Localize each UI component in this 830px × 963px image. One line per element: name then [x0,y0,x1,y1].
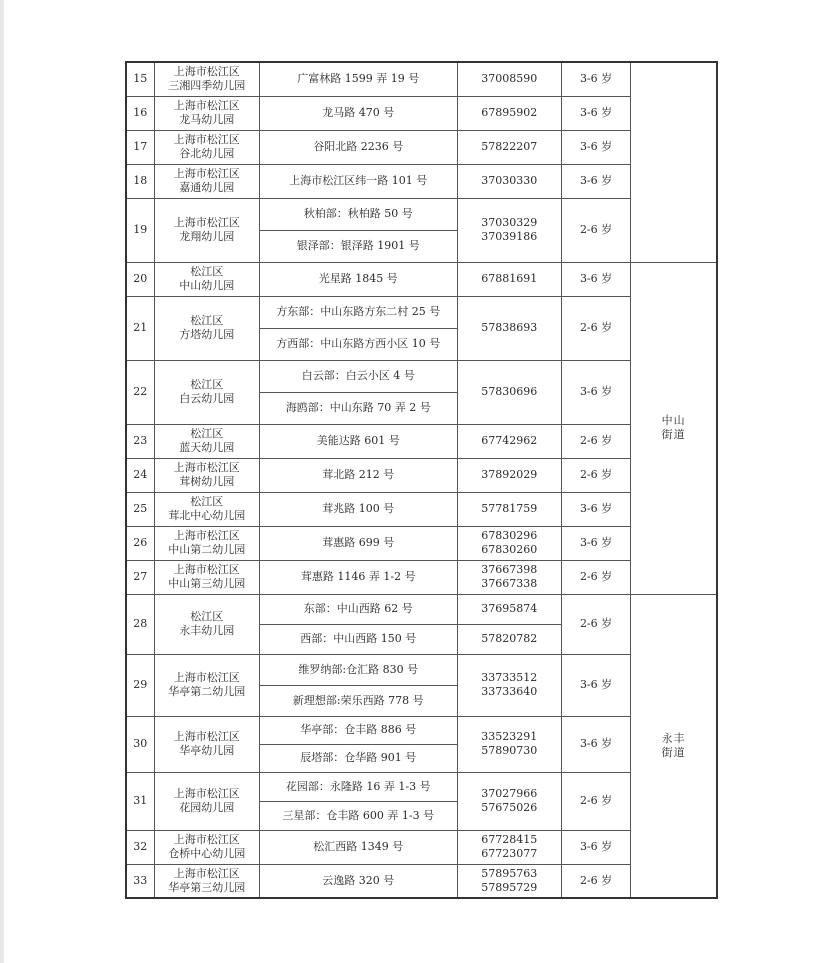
name-line: 上海市松江区 [173,866,240,880]
district-cell [631,62,717,262]
row-number-text: 18 [133,174,148,187]
address-text: 海鸥部：中山东路 70 弄 2 号 [285,401,431,414]
row-number-text: 24 [133,468,148,481]
name-line: 上海市松江区 [173,461,240,474]
phone-number: 57890730 [481,744,538,757]
age-range [561,62,630,96]
address [259,458,457,492]
age-range [561,654,630,716]
address-text: 光星路 1845 号 [318,272,398,285]
district-label: 永丰 [661,731,686,745]
age-text: 3-6 岁 [579,536,613,549]
name-line: 松江区 [190,314,224,327]
row-number [126,458,154,492]
address [259,360,457,392]
phone [457,424,561,458]
age-range [561,96,630,130]
address-text: 茸兆路 100 号 [322,502,395,515]
phone-number: 57895729 [481,880,538,894]
age-text: 3-6 岁 [579,502,613,515]
table-row [126,594,717,624]
age-text: 2-6 岁 [579,468,613,481]
address-text: 茸惠路 1146 弄 1-2 号 [300,570,416,583]
row-number [126,864,154,898]
table-row [126,772,717,801]
row-number-text: 26 [133,536,148,549]
address [259,801,457,830]
phone [457,716,561,772]
name-line: 华亭幼儿园 [179,744,235,757]
address [259,262,457,296]
address-text: 方东部：中山东路方东二村 25 号 [276,305,441,318]
phone [457,62,561,96]
phone-number: 33523291 [481,730,538,743]
phone-number: 33733640 [481,685,538,698]
phone-number: 57822207 [481,140,538,153]
age-text: 3-6 岁 [579,272,613,285]
kindergarten-name [154,560,259,594]
name-line: 蓝天幼儿园 [179,441,235,454]
phone-number: 37695874 [481,602,538,615]
kindergarten-name [154,424,259,458]
district-cell [631,262,717,594]
kindergarten-name [154,62,259,96]
row-number [126,360,154,424]
table-row [126,130,717,164]
address [259,830,457,864]
age-text: 2-6 岁 [579,321,613,334]
phone-number: 37039186 [481,230,538,243]
phone [457,296,561,360]
age-range [561,262,630,296]
name-line: 上海市松江区 [173,99,240,112]
age-text: 3-6 岁 [579,678,613,691]
row-number-text: 23 [133,434,148,447]
address-text: 西部：中山西路 150 号 [300,632,417,645]
address [259,392,457,424]
age-range [561,164,630,198]
name-line: 上海市松江区 [173,133,240,146]
phone [457,360,561,424]
age-text: 3-6 岁 [579,140,613,153]
table-row [126,360,717,392]
address-text: 银泽部：银泽路 1901 号 [296,239,420,252]
district-label: 中山 [661,414,686,427]
name-line: 松江区 [190,265,224,278]
age-range [561,716,630,772]
row-number [126,296,154,360]
phone [457,262,561,296]
kindergarten-name [154,296,259,360]
phone [457,164,561,198]
kindergarten-name [154,594,259,654]
row-number-text: 21 [133,321,148,334]
address [259,198,457,230]
phone-number: 57895763 [481,866,538,880]
kindergarten-name [154,526,259,560]
table-row [126,62,717,96]
address-text: 茸惠路 699 号 [322,536,395,549]
row-number [126,164,154,198]
row-number-text: 30 [133,737,148,750]
phone [457,130,561,164]
row-number-text: 29 [133,678,148,691]
address [259,130,457,164]
age-range [561,830,630,864]
phone [457,654,561,716]
kindergarten-name [154,458,259,492]
kindergarten-name [154,164,259,198]
age-text: 3-6 岁 [579,385,613,398]
phone [457,96,561,130]
table-row [126,96,717,130]
name-line: 松江区 [190,378,224,391]
kindergarten-name [154,262,259,296]
age-text: 2-6 岁 [579,873,613,887]
kindergarten-name [154,198,259,262]
row-number [126,198,154,262]
phone [457,198,561,262]
name-line: 中山第三幼儿园 [168,577,246,590]
phone-number: 67830296 [481,529,538,542]
address [259,744,457,772]
age-range [561,560,630,594]
address [259,492,457,526]
name-line: 上海市松江区 [173,167,240,180]
name-line: 茸北中心幼儿园 [168,509,246,522]
age-text: 2-6 岁 [579,794,613,807]
address-text: 维罗纳部:仓汇路 830 号 [298,662,419,676]
name-line: 三湘四季幼儿园 [168,79,246,93]
phone-number: 67881691 [481,272,538,285]
address [259,62,457,96]
phone [457,458,561,492]
table-row [126,458,717,492]
table-body [126,62,717,898]
address [259,328,457,360]
name-line: 龙翔幼儿园 [179,230,235,243]
name-line: 上海市松江区 [173,529,240,542]
name-line: 上海市松江区 [173,787,240,800]
age-range [561,492,630,526]
name-line: 仓桥中心幼儿园 [168,847,246,860]
name-line: 龙马幼儿园 [179,113,235,126]
age-range [561,458,630,492]
table-row [126,198,717,230]
age-range [561,296,630,360]
name-line: 上海市松江区 [173,671,240,684]
phone-number: 67830260 [481,543,538,556]
name-line: 花园幼儿园 [179,801,235,814]
phone-number: 37667398 [481,563,538,576]
address [259,230,457,262]
phone [457,624,561,654]
phone [457,560,561,594]
row-number [126,492,154,526]
phone [457,864,561,898]
table-row [126,262,717,296]
name-line: 中山第二幼儿园 [168,543,246,556]
row-number [126,594,154,654]
row-number-text: 16 [133,106,148,119]
address [259,772,457,801]
table-row [126,164,717,198]
row-number [126,654,154,716]
row-number [126,424,154,458]
table-row [126,560,717,594]
address [259,560,457,594]
phone-number: 57830696 [481,385,538,398]
kindergarten-name [154,716,259,772]
age-range [561,594,630,654]
row-number [126,96,154,130]
phone [457,594,561,624]
phone-number: 57838693 [481,321,538,334]
address-text: 美能达路 601 号 [316,434,400,447]
name-line: 松江区 [190,495,224,508]
name-line: 松江区 [190,427,224,440]
address-text: 秋柏部：秋柏路 50 号 [303,207,413,220]
row-number [126,262,154,296]
table-row [126,526,717,560]
address-text: 方西部：中山东路方西小区 10 号 [276,337,441,350]
kindergarten-name [154,830,259,864]
phone-number: 37027966 [481,787,538,800]
row-number [126,62,154,96]
phone-number: 67723077 [481,847,538,860]
age-text: 2-6 岁 [579,617,613,630]
address-text: 辰塔部：仓华路 901 号 [300,751,417,764]
address [259,624,457,654]
address-text: 华亭部：仓丰路 886 号 [300,723,417,736]
row-number [126,772,154,830]
address [259,164,457,198]
row-number [126,560,154,594]
name-line: 华亭第二幼儿园 [168,685,246,698]
kindergarten-name [154,130,259,164]
row-number-text: 27 [133,570,148,583]
phone-number: 57820782 [481,632,538,645]
address-text: 松汇西路 1349 号 [313,840,404,853]
address [259,296,457,328]
address [259,685,457,716]
phone [457,830,561,864]
name-line: 上海市松江区 [173,730,240,743]
address-text: 龙马路 470 号 [322,106,395,119]
table-row [126,830,717,864]
district-label: 街道 [661,428,686,441]
name-line: 嘉通幼儿园 [179,181,235,194]
row-number-text: 15 [133,72,148,86]
name-line: 上海市松江区 [173,833,240,846]
table-row [126,492,717,526]
address-text: 新理想部:荣乐西路 778 号 [292,693,424,707]
address-text: 三星部：仓丰路 600 弄 1-3 号 [282,808,435,822]
district-label: 街道 [661,745,686,759]
age-range [561,360,630,424]
phone [457,526,561,560]
kindergarten-name [154,360,259,424]
kindergarten-table [125,61,718,899]
age-text: 2-6 岁 [579,570,613,583]
phone-number: 37008590 [481,72,538,86]
row-number [126,716,154,772]
name-line: 松江区 [190,610,224,623]
address-text: 白云部：白云小区 4 号 [301,369,415,382]
row-number-text: 22 [133,385,148,398]
address-text: 广富林路 1599 弄 19 号 [297,72,420,86]
row-number-text: 33 [133,873,148,887]
name-line: 上海市松江区 [173,216,240,229]
address [259,864,457,898]
address [259,654,457,685]
name-line: 上海市松江区 [173,65,240,79]
phone-number: 37030330 [481,174,538,187]
age-text: 3-6 岁 [579,106,613,119]
row-number-text: 19 [133,223,148,236]
name-line: 谷北幼儿园 [179,147,235,160]
address-text: 茸北路 212 号 [322,468,395,481]
address [259,424,457,458]
address-text: 花园部：永隆路 16 弄 1-3 号 [285,779,431,793]
phone-number: 67742962 [481,434,538,447]
address [259,716,457,744]
phone-number: 37667338 [481,577,538,590]
phone-number: 37030329 [481,216,538,229]
row-number-text: 28 [133,617,148,630]
kindergarten-name [154,654,259,716]
address-text: 东部：中山西路 62 号 [303,602,413,615]
age-text: 3-6 岁 [579,737,613,750]
row-number-text: 31 [133,794,148,807]
table-row [126,296,717,328]
row-number [126,830,154,864]
kindergarten-name [154,492,259,526]
row-number-text: 17 [133,140,148,153]
age-text: 3-6 岁 [579,72,613,86]
name-line: 华亭第三幼儿园 [168,880,246,894]
age-text: 3-6 岁 [579,174,613,187]
phone-number: 67895902 [481,106,538,119]
age-range [561,526,630,560]
phone [457,492,561,526]
name-line: 永丰幼儿园 [179,624,235,637]
phone-number: 67728415 [481,833,538,846]
phone [457,772,561,830]
address-text: 上海市松江区纬一路 101 号 [289,174,428,187]
name-line: 方塔幼儿园 [179,328,235,341]
age-range [561,424,630,458]
age-text: 3-6 岁 [579,840,613,853]
address [259,96,457,130]
row-number-text: 25 [133,502,148,515]
age-range [561,130,630,164]
age-range [561,864,630,898]
table-row [126,716,717,744]
age-text: 2-6 岁 [579,223,613,236]
phone-number: 33733512 [481,671,538,684]
row-number [126,130,154,164]
phone-number: 57675026 [481,801,538,814]
table-row [126,424,717,458]
kindergarten-name [154,864,259,898]
district-cell [631,594,717,898]
row-number-text: 32 [133,840,148,853]
name-line: 中山幼儿园 [179,279,235,292]
address-text: 谷阳北路 2236 号 [313,140,404,153]
row-number [126,526,154,560]
kindergarten-name [154,96,259,130]
phone-number: 37892029 [481,468,538,481]
address-text: 云逸路 320 号 [322,873,395,887]
phone-number: 57781759 [481,502,538,515]
name-line: 白云幼儿园 [179,392,235,405]
name-line: 上海市松江区 [173,563,240,576]
address [259,526,457,560]
age-text: 2-6 岁 [579,434,613,447]
age-range [561,772,630,830]
row-number-text: 20 [133,272,148,285]
address [259,594,457,624]
age-range [561,198,630,262]
table-row [126,864,717,898]
kindergarten-name [154,772,259,830]
table-row [126,654,717,685]
name-line: 茸树幼儿园 [179,475,235,488]
